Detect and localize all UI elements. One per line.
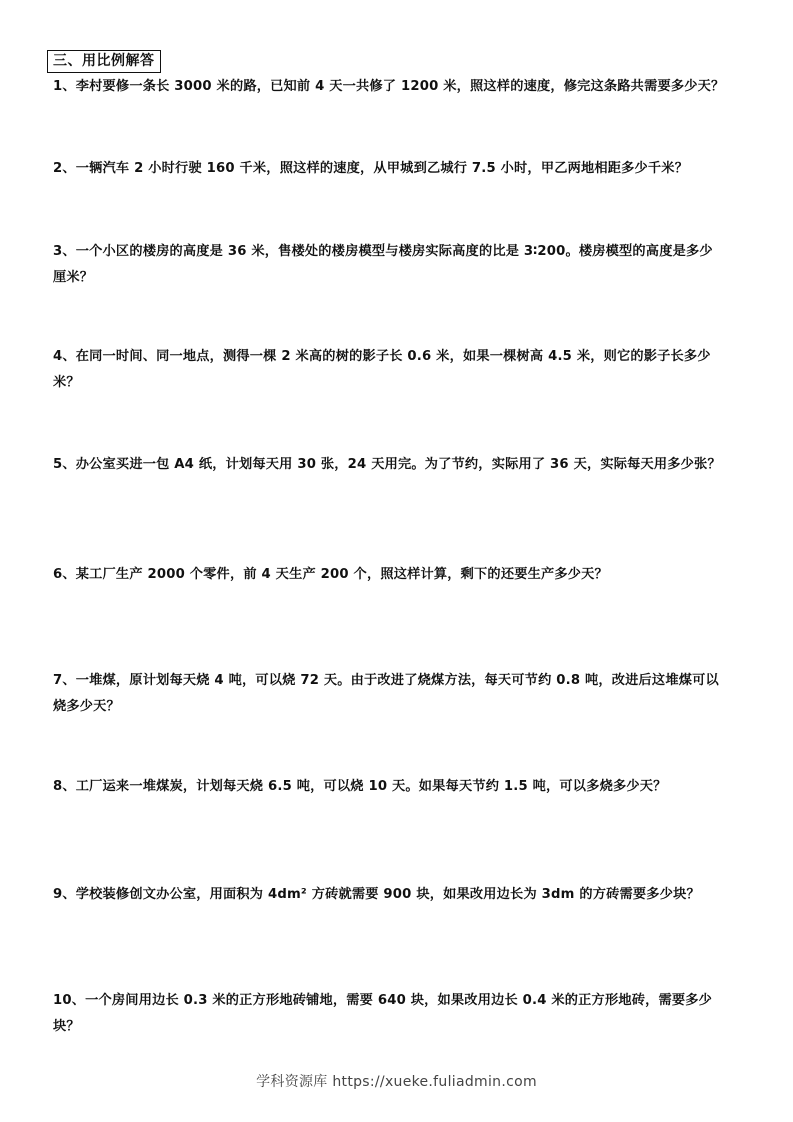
question-6: 6、某工厂生产 2000 个零件，前 4 天生产 200 个，照这样计算，剩下的还要生产多少天？ [53,567,608,582]
question-5: 5、办公室买进一包 A4 纸，计划每天用 30 张，24 天用完。为了节约，实际用了 36 天，实际每天用多少张？ [53,457,721,472]
footer-watermark: 学科资源库 https://xueke.fuliadmin.com [256,1074,537,1090]
question-9: 9、学校装修创文办公室，用面积为 4dm² 方砖就需要 900 块，如果改用边长为 3dm 的方砖需要多少块？ [53,887,700,902]
question-7: 7、一堆煤，原计划每天烧 4 吨，可以烧 72 天。由于改进了烧煤方法，每天可节约 0.8 吨，改进后这堆煤可以烧多少天？ [53,673,719,714]
question-10: 10、一个房间用边长 0.3 米的正方形地砖铺地，需要 640 块，如果改用边长 0.4 米的正方形地砖，需要多少块？ [53,993,713,1034]
question-2: 2、一辆汽车 2 小时行驶 160 千米，照这样的速度，从甲城到乙城行 7.5 小时，甲乙两地相距多少千米？ [53,161,689,176]
question-8: 8、工厂运来一堆煤炭，计划每天烧 6.5 吨，可以烧 10 天。如果每天节约 1.5 吨，可以多烧多少天？ [53,779,667,794]
section-title: 三、用比例解答 [47,50,161,73]
question-4: 4、在同一时间、同一地点，测得一棵 2 米高的树的影子长 0.6 米，如果一棵树高 4.5 米，则它的影子长多少米？ [53,349,711,390]
question-3: 3、一个小区的楼房的高度是 36 米，售楼处的楼房模型与楼房实际高度的比是 3∶200。楼房模型的高度是多少厘米？ [53,244,713,285]
question-1: 1、李村要修一条长 3000 米的路，已知前 4 天一共修了 1200 米，照这样的速度，修完这条路共需要多少天？ [53,79,725,94]
